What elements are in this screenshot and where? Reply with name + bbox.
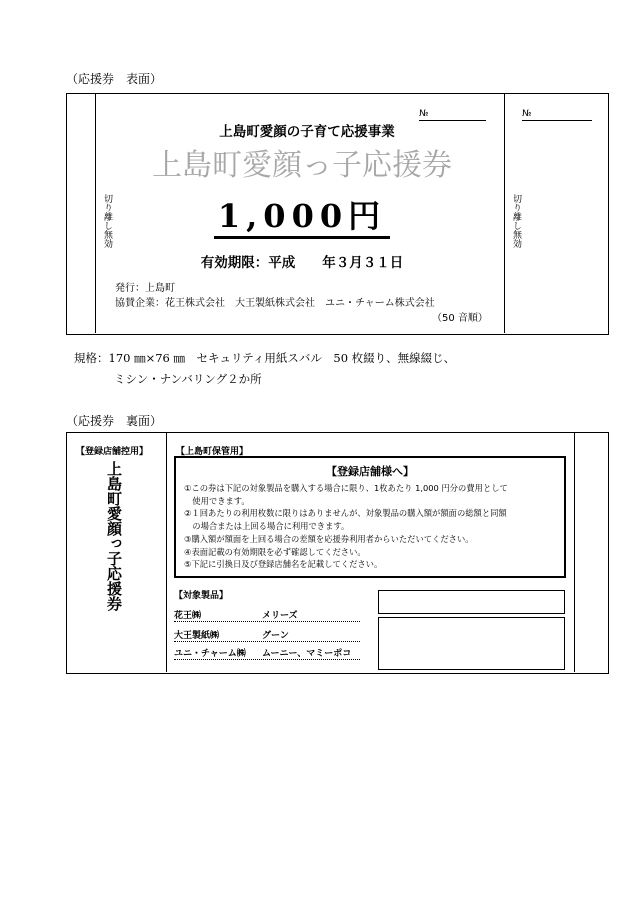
product-row (174, 608, 360, 622)
back-ticket (66, 432, 609, 674)
product-row (174, 646, 360, 660)
validity-date: 有効期限：平成 年３月３１日 (200, 255, 404, 271)
notice-box (174, 456, 566, 578)
spec-line-2: ミシン・ナンバリング２か所 (114, 372, 262, 386)
product-company: ユニ・チャーム㈱ (174, 649, 246, 659)
sponsors: 協賛企業：花王株式会社 大王製紙株式会社 ユニ・チャーム株式会社 (115, 298, 435, 309)
ticket-title: 上島町愛顔っ子応援券 (152, 148, 452, 183)
notice-item: ③購入額が額面を上回る場合の差額を応援券利用者からいただいてください。 (184, 533, 474, 544)
serial-number-stub: № (522, 109, 592, 121)
issuer: 発行：上島町 (115, 283, 175, 294)
product-name: グーン (262, 631, 289, 641)
sponsor-order-note: （50 音順） (432, 313, 488, 324)
spec-line-1: 規格：170 ㎜×76 ㎜ セキュリティ用紙スバル 50 枚綴り、無線綴じ、 (74, 351, 456, 365)
product-company: 花王㈱ (174, 611, 202, 621)
serial-number-main: № (419, 109, 486, 121)
products-header: 【対象製品】 (174, 591, 229, 601)
store-name-field[interactable] (378, 617, 565, 670)
product-company: 大王製紙㈱ (174, 631, 220, 641)
notice-title: 【登録店舗様へ】 (326, 465, 414, 478)
store-stub-header: 【登録店舗控用】 (76, 447, 149, 457)
product-name: メリーズ (262, 611, 298, 621)
product-name: ムーニー、マミーポコ (262, 649, 352, 659)
notice-item: ④表面記載の有効期限を必ず確認してください。 (184, 546, 366, 557)
back-section-label: （応援券 裏面） (66, 414, 163, 428)
town-header: 【上島町保管用】 (176, 447, 249, 457)
stub-divider (166, 433, 167, 672)
store-stub-vertical-title: 上島町愛顔っ子応援券 (105, 461, 123, 611)
right-perforation (504, 94, 505, 333)
notice-list (184, 482, 564, 571)
front-ticket (66, 93, 609, 335)
cut-notice-right: 切り離し無効 (511, 194, 521, 248)
notice-item: 使用できます。 (184, 495, 250, 506)
left-perforation (95, 94, 96, 333)
amount: 1,000円 (167, 191, 437, 237)
cut-notice-left: 切り離し無効 (102, 194, 112, 248)
product-row (174, 628, 360, 642)
exchange-date-field[interactable] (378, 590, 565, 614)
notice-item: ②１回あたりの利用枚数に限りはありませんが、対象製品の購入額が額面の総額と同額 (184, 508, 507, 519)
project-title: 上島町愛顔の子育て応援事業 (219, 124, 395, 140)
right-divider (574, 433, 575, 672)
notice-item: ⑤下記に引換日及び登録店舗名を記載してください。 (184, 559, 383, 570)
notice-item: ①この券は下記の対象製品を購入する場合に限り、1枚あたり 1,000 円分の費用として (184, 483, 508, 493)
notice-item: の場合または上回る場合に利用できます。 (184, 521, 350, 532)
front-section-label: （応援券 表面） (66, 72, 163, 86)
